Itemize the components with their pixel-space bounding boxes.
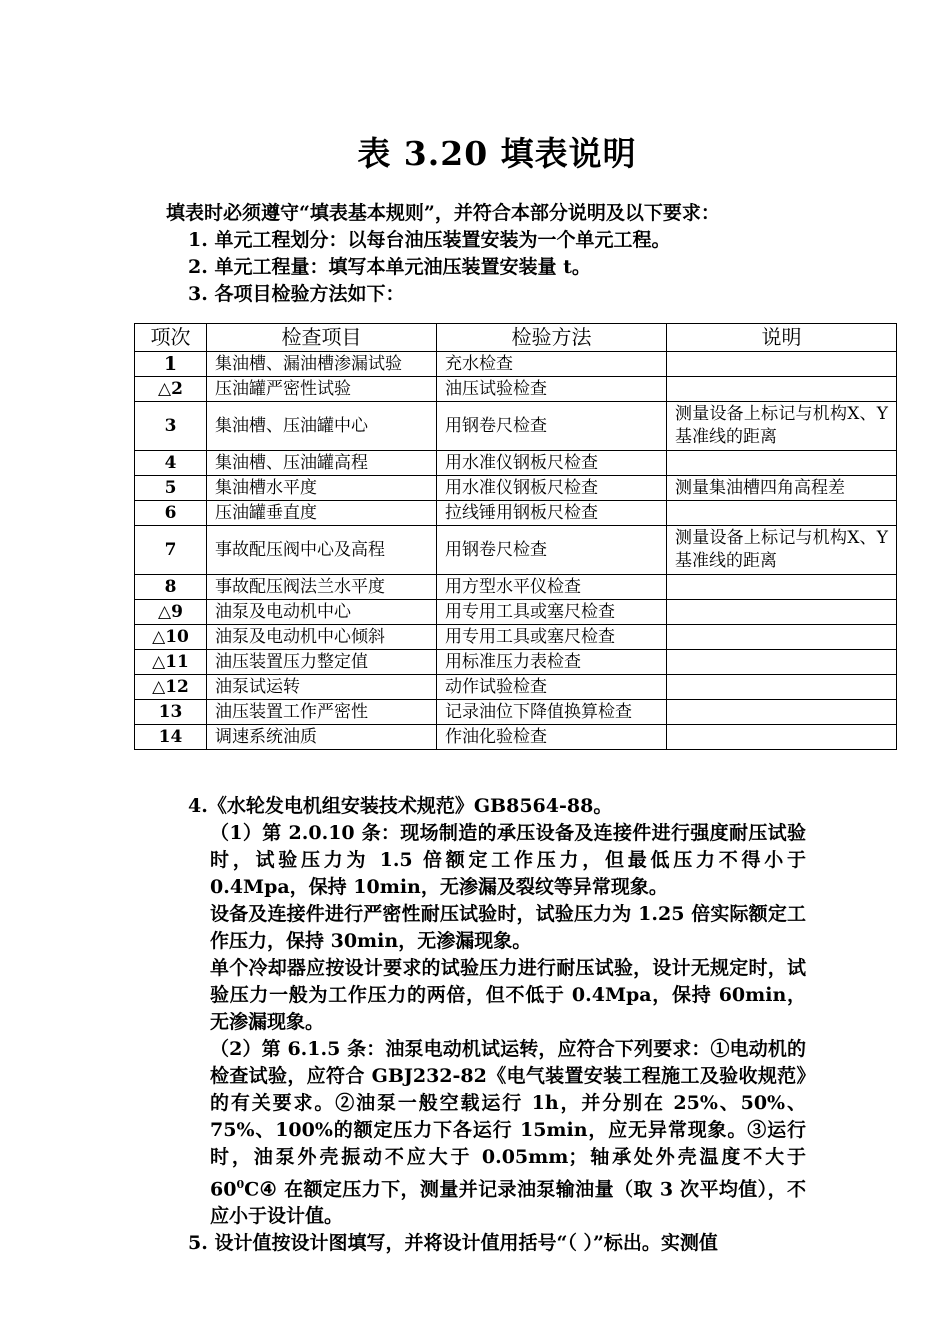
- note-paragraph: （1）第 2.0.10 条：现场制造的承压设备及连接件进行强度耐压试验时，试验压力为 1.5 倍额定工作压力，但最低压力不得小于 0.4Mpa，保持 10min，无渗漏及裂纹等异常现象。: [210, 822, 806, 898]
- cell-no: △11: [135, 650, 207, 675]
- table-row: [135, 575, 897, 600]
- cell-note: [667, 575, 897, 600]
- cell-note: [667, 600, 897, 625]
- cell-note: [667, 377, 897, 402]
- cell-no: 4: [135, 451, 207, 476]
- cell-item: 集油槽、漏油槽渗漏试验: [207, 352, 437, 377]
- cell-no: 5: [135, 476, 207, 501]
- inspection-method-table: [134, 323, 897, 750]
- header-item: 检查项目: [207, 324, 437, 352]
- cell-method: 用专用工具或塞尺检查: [437, 625, 667, 650]
- cell-item: 压油罐垂直度: [207, 501, 437, 526]
- note-paragraph: 单个冷却器应按设计要求的试验压力进行耐压试验，设计无规定时，试验压力一般为工作压力的两倍，但不低于 0.4Mpa，保持 60min，无渗漏现象。: [210, 957, 806, 1033]
- notes-section: [188, 793, 806, 1257]
- cell-method: 用专用工具或塞尺检查: [437, 600, 667, 625]
- cell-method: 用钢卷尺检查: [437, 526, 667, 575]
- header-no: 项次: [135, 324, 207, 352]
- cell-no: 6: [135, 501, 207, 526]
- cell-no: △2: [135, 377, 207, 402]
- cell-method: 用标准压力表检查: [437, 650, 667, 675]
- cell-method: 用方型水平仪检查: [437, 575, 667, 600]
- cell-item: 集油槽、压油罐高程: [207, 451, 437, 476]
- table-row: [135, 526, 897, 575]
- cell-item: 集油槽水平度: [207, 476, 437, 501]
- cell-item: 油泵试运转: [207, 675, 437, 700]
- cell-note: 测量集油槽四角高程差: [667, 476, 897, 501]
- cell-method: 用水准仪钢板尺检查: [437, 476, 667, 501]
- table-row: [135, 451, 897, 476]
- note-text: C④ 在额定压力下，测量并记录油泵输油量（取 3 次平均值），不应小于设计值。: [210, 1178, 806, 1228]
- table-row: [135, 600, 897, 625]
- table-row: [135, 650, 897, 675]
- cell-method: 油压试验检查: [437, 377, 667, 402]
- cell-no: 7: [135, 526, 207, 575]
- cell-method: 用钢卷尺检查: [437, 402, 667, 451]
- cell-no: △9: [135, 600, 207, 625]
- cell-item: 油压装置工作严密性: [207, 700, 437, 725]
- cell-note: [667, 725, 897, 750]
- note-paragraph: [188, 1036, 806, 1230]
- cell-item: 调速系统油质: [207, 725, 437, 750]
- cell-method: 用水准仪钢板尺检查: [437, 451, 667, 476]
- cell-item: 事故配压阀中心及高程: [207, 526, 437, 575]
- cell-note: [667, 700, 897, 725]
- table-row: [135, 352, 897, 377]
- cell-note: 测量设备上标记与机构X、Y基准线的距离: [667, 526, 897, 575]
- cell-note: [667, 625, 897, 650]
- table-row: [135, 476, 897, 501]
- note-paragraph: 设备及连接件进行严密性耐压试验时，试验压力为 1.25 倍实际额定工作压力，保持 30min，无渗漏现象。: [210, 903, 806, 952]
- cell-method: 拉线锤用钢板尺检查: [437, 501, 667, 526]
- cell-no: 1: [135, 352, 207, 377]
- note-item-4-title: 4.《水轮发电机组安装技术规范》GB8564-88。: [188, 795, 613, 817]
- cell-item: 事故配压阀法兰水平度: [207, 575, 437, 600]
- cell-item: 油泵及电动机中心: [207, 600, 437, 625]
- cell-note: [667, 650, 897, 675]
- cell-item: 油压装置压力整定值: [207, 650, 437, 675]
- header-note: 说明: [667, 324, 897, 352]
- note-item-5: 5. 设计值按设计图填写，并将设计值用括号“（ ）”标出。实测值: [188, 1232, 718, 1255]
- cell-item: 油泵及电动机中心倾斜: [207, 625, 437, 650]
- table-row: [135, 625, 897, 650]
- degree-superscript: 0: [236, 1178, 245, 1191]
- header-method: 检验方法: [437, 324, 667, 352]
- cell-no: 3: [135, 402, 207, 451]
- cell-note: 测量设备上标记与机构X、Y基准线的距离: [667, 402, 897, 451]
- table-row: [135, 377, 897, 402]
- cell-method: 记录油位下降值换算检查: [437, 700, 667, 725]
- table-header-row: [135, 324, 897, 352]
- cell-no: △10: [135, 625, 207, 650]
- cell-no: 8: [135, 575, 207, 600]
- cell-method: 动作试验检查: [437, 675, 667, 700]
- requirement-item: 1. 单元工程划分：以每台油压装置安装为一个单元工程。: [188, 229, 671, 251]
- requirement-item: 2. 单元工程量：填写本单元油压装置安装量 t。: [188, 256, 591, 278]
- cell-no: 13: [135, 700, 207, 725]
- cell-no: △12: [135, 675, 207, 700]
- note-text: （2）第 6.1.5 条：油泵电动机试运转，应符合下列要求：①电动机的检查试验，应符合 GBJ232-82《电气装置安装工程施工及验收规范》的有关要求。②油泵一般空载运行 1h，并分别在 25%、50%、75%、100%的额定压力下各运行 15min，应无异常现象。③运行时，油泵外壳振动不应大于 0.05mm；轴承处外壳温度不大于 60: [210, 1038, 806, 1201]
- requirement-item: 3. 各项目检验方法如下：: [188, 283, 405, 305]
- cell-item: 压油罐严密性试验: [207, 377, 437, 402]
- table-row: [135, 501, 897, 526]
- table-row: [135, 675, 897, 700]
- cell-no: 14: [135, 725, 207, 750]
- cell-method: 作油化验检查: [437, 725, 667, 750]
- table-row: [135, 700, 897, 725]
- cell-note: [667, 501, 897, 526]
- cell-note: [667, 451, 897, 476]
- cell-method: 充水检查: [437, 352, 667, 377]
- page-title: 表 3.20 填表说明: [357, 134, 637, 173]
- cell-item: 集油槽、压油罐中心: [207, 402, 437, 451]
- intro-lead: 填表时必须遵守“填表基本规则”，并符合本部分说明及以下要求：: [166, 202, 720, 224]
- intro-section: [166, 200, 720, 308]
- cell-note: [667, 352, 897, 377]
- cell-note: [667, 675, 897, 700]
- table-row: [135, 402, 897, 451]
- table-row: [135, 725, 897, 750]
